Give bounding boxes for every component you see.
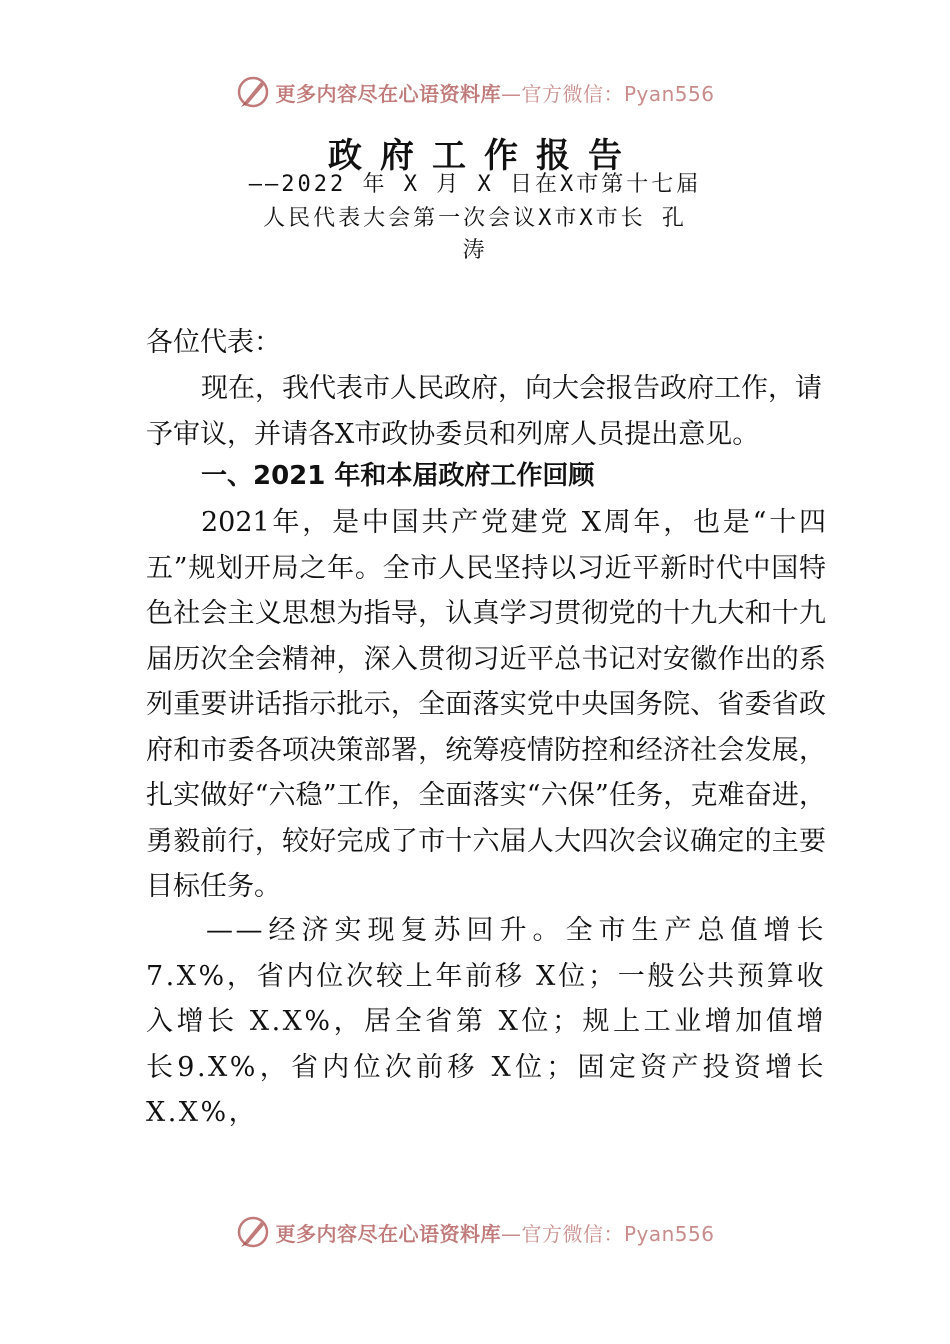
section-heading: 一、2021 年和本届政府工作回顾: [201, 461, 595, 491]
document-title: 政府工作报告: [328, 136, 640, 176]
subtitle-line-3: 涛: [462, 238, 488, 263]
watermark-footer: [0, 1212, 950, 1252]
paragraph-economy: ——经济实现复苏回升。全市生产总值增长7.X%，省内位次较上年前移 X位；一般公共预算收入增长 X.X%，居全省第 X位；规上工业增加值增长9.X%，省内位次前移 X位；固定资产投资增长X.X%，: [146, 915, 826, 1128]
watermark-text: 更多内容尽在心语资料库—官方微信：Pyan556: [275, 81, 715, 106]
paragraph-intro: 现在，我代表市人民政府，向大会报告政府工作，请予审议，并请各X市政协委员和列席人员提出意见。: [146, 373, 822, 450]
watermark-header: [0, 72, 950, 112]
watermark-text: 更多内容尽在心语资料库—官方微信：Pyan556: [275, 1221, 715, 1246]
subtitle-line-2: 人民代表大会第一次会议X市X市长 孔: [263, 206, 687, 231]
salutation: 各位代表：: [146, 327, 281, 358]
subtitle-line-1: ——2022 年 X 月 X 日在X市第十七届: [248, 172, 702, 197]
brush-logo-icon: [235, 1214, 271, 1250]
paragraph-review: 2021年，是中国共产党建党 X周年，也是“十四五”规划开局之年。全市人民坚持以习近平新时代中国特色社会主义思想为指导，认真学习贯彻党的十九大和十九届历次全会精神，深入贯彻习近平总书记对安徽作出的系列重要讲话指示批示，全面落实党中央国务院、省委省政府和市委各项决策部署，统筹疫情防控和经济社会发展，扎实做好“六稳”工作，全面落实“六保”任务，克难奋进，勇毅前行，较好完成了市十六届人大四次会议确定的主要目标任务。: [146, 507, 826, 902]
brush-logo-icon: [235, 74, 271, 110]
